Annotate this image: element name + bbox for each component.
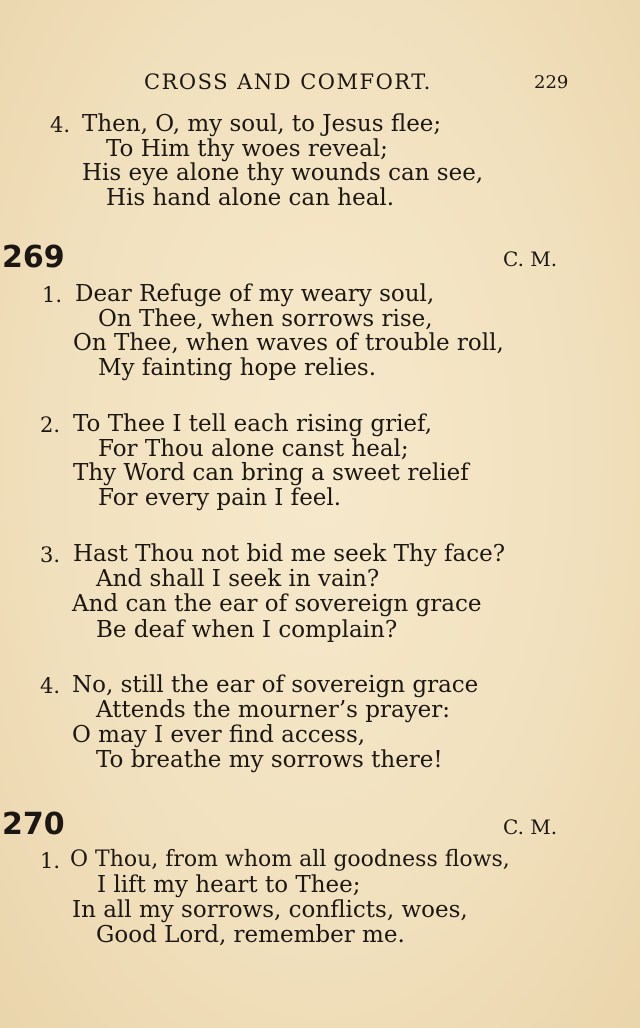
verse-number: 2.: [40, 413, 61, 437]
verse-line: Thy Word can bring a sweet relief: [73, 460, 469, 486]
verse-line: Then, O, my soul, to Jesus flee;: [82, 111, 442, 137]
verse-line: On Thee, when waves of trouble roll,: [73, 330, 504, 356]
verse-number: 4.: [50, 113, 71, 137]
verse-line: To Him thy woes reveal;: [106, 136, 388, 162]
verse-line: O may I ever find access,: [72, 722, 366, 748]
verse-line: For every pain I feel.: [98, 485, 342, 511]
verse-line: For Thou alone canst heal;: [98, 436, 409, 462]
verse-line: Attends the mourner’s prayer:: [96, 697, 451, 723]
hymn-number: 269: [2, 240, 65, 275]
verse-line: His hand alone can heal.: [106, 185, 395, 211]
verse-number: 1.: [40, 849, 61, 873]
verse-number: 4.: [40, 674, 61, 698]
hymn-meter: C. M.: [503, 247, 558, 271]
hymn-meter: C. M.: [503, 815, 558, 839]
verse-number: 3.: [40, 543, 61, 567]
verse-line: His eye alone thy wounds can see,: [82, 160, 484, 186]
verse-line: I lift my heart to Thee;: [97, 872, 361, 898]
verse-number: 1.: [42, 283, 63, 307]
verse-line: To breathe my sorrows there!: [96, 747, 443, 773]
verse-line: On Thee, when sorrows rise,: [98, 306, 433, 332]
verse-line: Be deaf when I complain?: [96, 617, 398, 643]
verse-line: And can the ear of sovereign grace: [72, 591, 482, 617]
running-header: CROSS AND COMFORT.: [144, 70, 432, 94]
verse-line: Good Lord, remember me.: [96, 922, 405, 948]
verse-line: And shall I seek in vain?: [96, 566, 380, 592]
verse-line: No, still the ear of sovereign grace: [72, 672, 479, 698]
verse-line: My fainting hope relies.: [98, 355, 377, 381]
hymn-number: 270: [2, 807, 65, 842]
verse-line: Dear Refuge of my weary soul,: [75, 281, 435, 307]
verse-line: To Thee I tell each rising grief,: [73, 411, 433, 437]
verse-line: O Thou, from whom all goodness flows,: [70, 847, 510, 872]
verse-line: Hast Thou not bid me seek Thy face?: [73, 541, 506, 567]
page-number: 229: [534, 72, 569, 93]
verse-line: In all my sorrows, conflicts, woes,: [72, 897, 468, 923]
